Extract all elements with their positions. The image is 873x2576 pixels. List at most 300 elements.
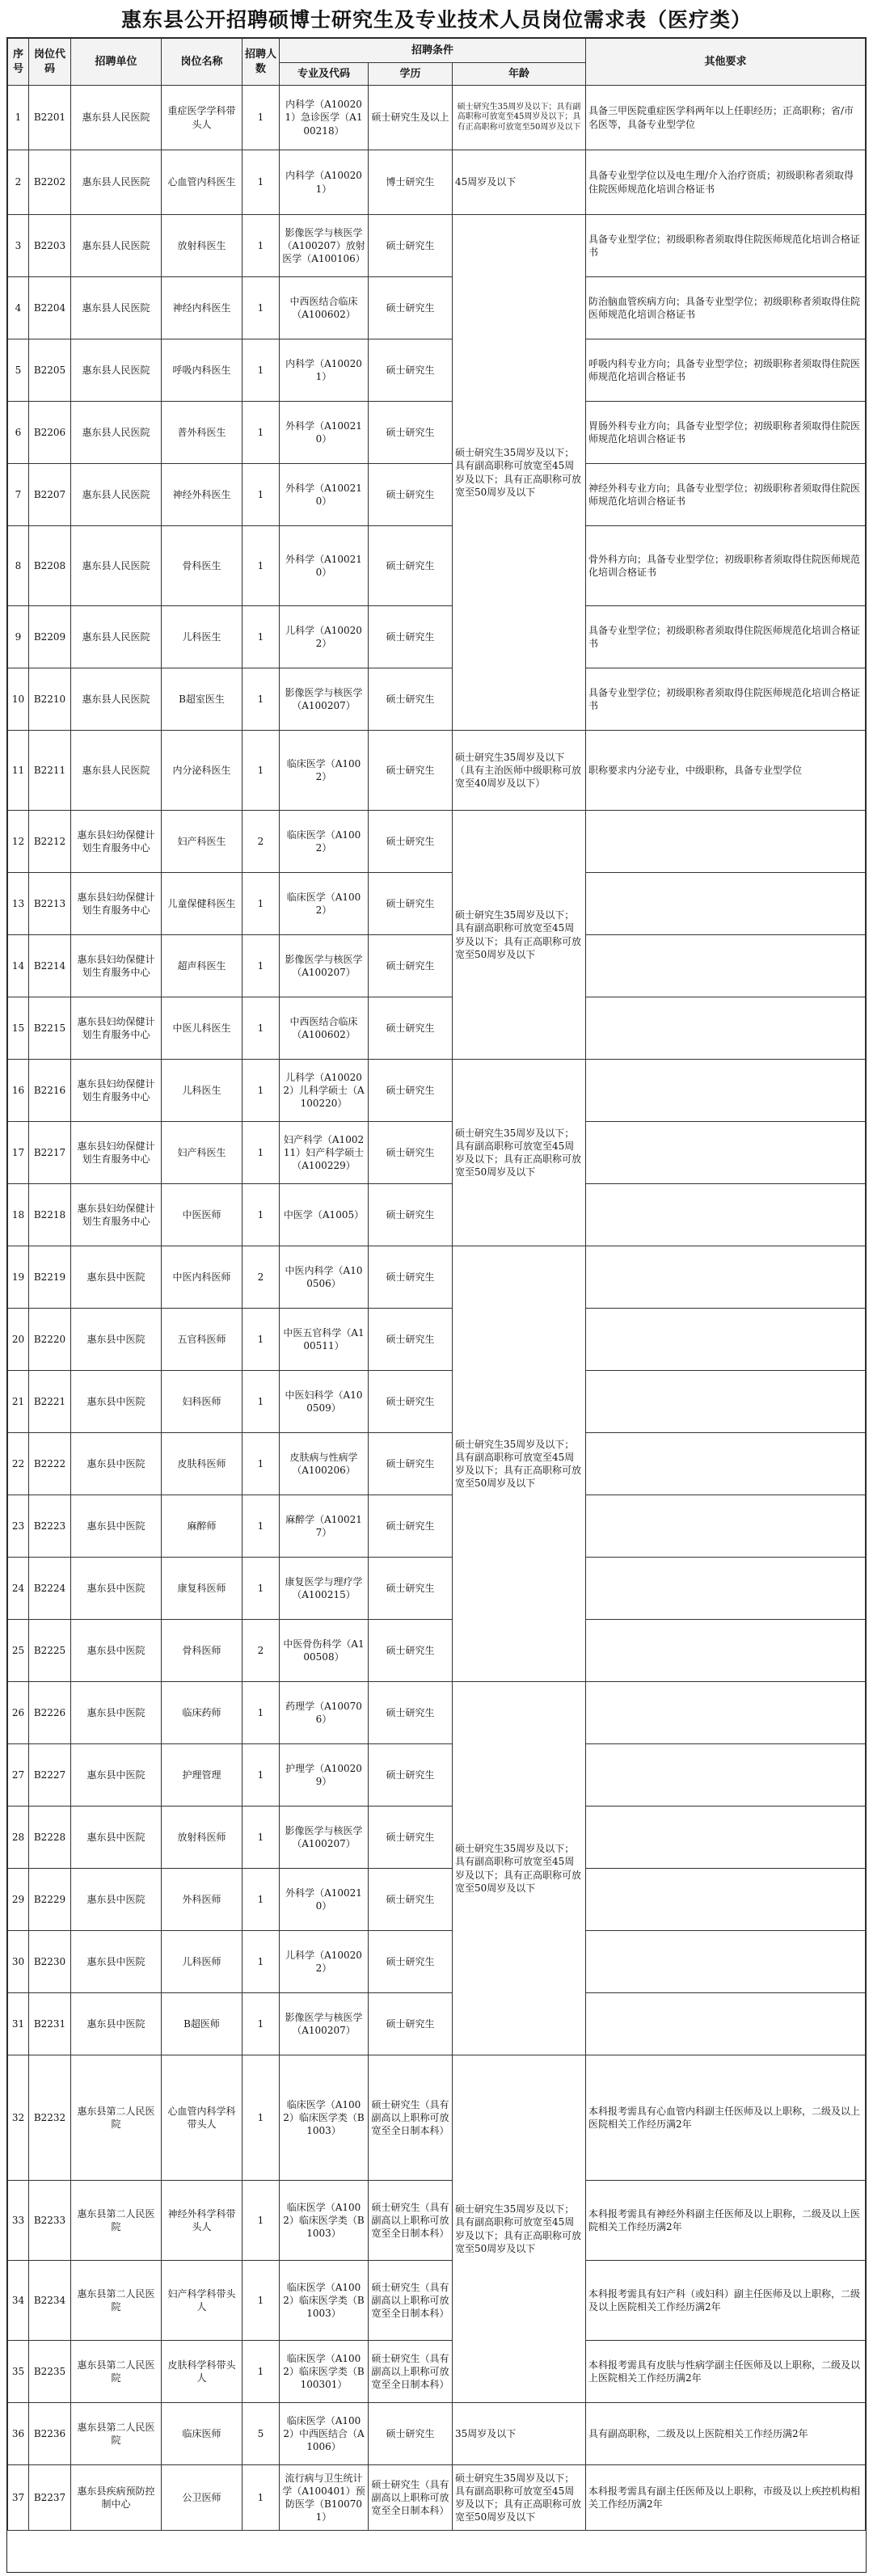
recruitment-table-frame: [6, 37, 867, 2573]
cell-code: B2213: [29, 873, 71, 935]
cell-other: 具有副高职称，二级及以上医院相关工作经历满2年: [586, 2403, 866, 2465]
cell-other: [586, 1433, 866, 1495]
cell-other: 具备专业型学位；初级职称者须取得住院医师规范化培训合格证书: [586, 215, 866, 277]
header-edu: 学历: [369, 63, 453, 86]
cell-post: 临床药师: [162, 1682, 242, 1744]
cell-unit: 惠东县妇幼保健计划生育服务中心: [71, 1122, 162, 1184]
cell-major: 麻醉学（A100217）: [280, 1495, 369, 1558]
cell-other: [586, 935, 866, 997]
cell-unit: 惠东县人民医院: [71, 526, 162, 606]
cell-code: B2237: [29, 2465, 71, 2531]
cell-other: [586, 1682, 866, 1744]
cell-unit: 惠东县中医院: [71, 1246, 162, 1309]
cell-code: B2205: [29, 339, 71, 402]
cell-unit: 惠东县人民医院: [71, 668, 162, 731]
cell-major: 中医妇科学（A100509）: [280, 1371, 369, 1433]
cell-other: 具备专业型学位；初级职称者须取得住院医师规范化培训合格证书: [586, 606, 866, 668]
header-other: 其他要求: [586, 39, 866, 86]
cell-edu: 硕士研究生: [369, 873, 453, 935]
cell-edu: 硕士研究生: [369, 1744, 453, 1807]
cell-edu: 硕士研究生（具有副高以上职称可放宽至全日制本科）: [369, 2341, 453, 2403]
cell-other: 职称要求内分泌专业，中级职称，具备专业型学位: [586, 731, 866, 811]
cell-count: 1: [242, 2341, 280, 2403]
cell-seq: 30: [8, 1931, 29, 1993]
cell-unit: 惠东县人民医院: [71, 606, 162, 668]
table-row: [8, 526, 866, 606]
cell-code: B2228: [29, 1807, 71, 1869]
cell-other: 神经外科专业方向；具备专业型学位；初级职称者须取得住院医师规范化培训合格证书: [586, 464, 866, 526]
cell-post: B超医师: [162, 1993, 242, 2055]
cell-post: 妇产科学科带头人: [162, 2261, 242, 2341]
cell-code: B2225: [29, 1620, 71, 1682]
cell-age: 35周岁及以下: [453, 2403, 586, 2465]
cell-unit: 惠东县人民医院: [71, 150, 162, 215]
cell-code: B2231: [29, 1993, 71, 2055]
table-row: [8, 1060, 866, 1122]
cell-post: 神经外科医生: [162, 464, 242, 526]
cell-code: B2221: [29, 1371, 71, 1433]
cell-major: 临床医学（A1002）: [280, 811, 369, 873]
cell-other: 防治脑血管疾病方向；具备专业型学位；初级职称者须取得住院医师规范化培训合格证书: [586, 277, 866, 339]
table-row: [8, 2261, 866, 2341]
cell-count: 1: [242, 873, 280, 935]
cell-post: 神经外科学科带头人: [162, 2181, 242, 2261]
cell-age: 硕士研究生35周岁及以下；具有副高职称可放宽至45周岁及以下；具有正高职称可放宽至50周岁及以下: [453, 2465, 586, 2531]
cell-major: 影像医学与核医学（A100207）: [280, 1807, 369, 1869]
table-row: [8, 1309, 866, 1371]
cell-other: 本科报考需具有神经外科副主任医师及以上职称，二级及以上医院相关工作经历满2年: [586, 2181, 866, 2261]
cell-major: 妇产科学（A100211）妇产科学硕士（A100229）: [280, 1122, 369, 1184]
cell-other: 骨外科方向；具备专业型学位；初级职称者须取得住院医师规范化培训合格证书: [586, 526, 866, 606]
cell-seq: 9: [8, 606, 29, 668]
cell-count: 1: [242, 1682, 280, 1744]
cell-code: B2235: [29, 2341, 71, 2403]
cell-age: 硕士研究生35周岁及以下（具有主治医师中级职称可放宽至40周岁及以下）: [453, 731, 586, 811]
cell-post: 康复科医师: [162, 1558, 242, 1620]
cell-edu: 硕士研究生: [369, 277, 453, 339]
table-row: [8, 86, 866, 150]
page-title: 惠东县公开招聘硕博士研究生及专业技术人员岗位需求表（医疗类）: [120, 8, 752, 32]
cell-post: 内分泌科医生: [162, 731, 242, 811]
cell-count: 1: [242, 526, 280, 606]
cell-code: B2232: [29, 2055, 71, 2181]
cell-count: 1: [242, 215, 280, 277]
cell-age-merged: 硕士研究生35周岁及以下；具有副高职称可放宽至45周岁及以下；具有正高职称可放宽至50周岁及以下: [453, 1060, 586, 1246]
cell-post: 护理管理: [162, 1744, 242, 1807]
cell-other: [586, 1558, 866, 1620]
table-row: [8, 1122, 866, 1184]
table-row: [8, 1184, 866, 1246]
cell-major: 临床医学（A1002）临床医学类（B100301）: [280, 2341, 369, 2403]
cell-seq: 2: [8, 150, 29, 215]
cell-major: 影像医学与核医学（A100207）放射医学（A100106）: [280, 215, 369, 277]
cell-seq: 12: [8, 811, 29, 873]
cell-major: 外科学（A100210）: [280, 1869, 369, 1931]
cell-post: 神经内科医生: [162, 277, 242, 339]
cell-seq: 13: [8, 873, 29, 935]
cell-count: 1: [242, 1371, 280, 1433]
cell-unit: 惠东县中医院: [71, 1309, 162, 1371]
table-row: [8, 2465, 866, 2531]
cell-unit: 惠东县中医院: [71, 1931, 162, 1993]
cell-count: 1: [242, 1122, 280, 1184]
table-row: [8, 2055, 866, 2181]
cell-seq: 16: [8, 1060, 29, 1122]
cell-age-merged: 硕士研究生35周岁及以下；具有副高职称可放宽至45周岁及以下；具有正高职称可放宽至50周岁及以下: [453, 1246, 586, 1682]
cell-unit: 惠东县妇幼保健计划生育服务中心: [71, 1184, 162, 1246]
cell-major: 外科学（A100210）: [280, 526, 369, 606]
cell-major: 护理学（A100209）: [280, 1744, 369, 1807]
header-count: 招聘人数: [242, 39, 280, 86]
cell-post: 妇产科医生: [162, 1122, 242, 1184]
cell-edu: 硕士研究生: [369, 1309, 453, 1371]
cell-post: 麻醉师: [162, 1495, 242, 1558]
cell-seq: 10: [8, 668, 29, 731]
header-seq: 序号: [8, 39, 29, 86]
cell-unit: 惠东县人民医院: [71, 464, 162, 526]
cell-seq: 3: [8, 215, 29, 277]
cell-edu: 硕士研究生: [369, 1993, 453, 2055]
cell-count: 1: [242, 1309, 280, 1371]
cell-count: 1: [242, 1869, 280, 1931]
table-row: [8, 215, 866, 277]
cell-edu: 硕士研究生: [369, 526, 453, 606]
table-row: [8, 1495, 866, 1558]
table-row: [8, 997, 866, 1060]
cell-code: B2214: [29, 935, 71, 997]
cell-unit: 惠东县中医院: [71, 1495, 162, 1558]
cell-post: 妇产科医生: [162, 811, 242, 873]
cell-code: B2229: [29, 1869, 71, 1931]
table-row: [8, 1371, 866, 1433]
cell-edu: 硕士研究生（具有副高以上职称可放宽至全日制本科）: [369, 2465, 453, 2531]
table-row: [8, 1433, 866, 1495]
cell-count: 1: [242, 339, 280, 402]
cell-unit: 惠东县人民医院: [71, 86, 162, 150]
cell-other: [586, 1931, 866, 1993]
cell-edu: 硕士研究生: [369, 1122, 453, 1184]
cell-unit: 惠东县人民医院: [71, 215, 162, 277]
cell-edu: 硕士研究生: [369, 1246, 453, 1309]
cell-edu: 硕士研究生: [369, 935, 453, 997]
cell-code: B2234: [29, 2261, 71, 2341]
cell-other: [586, 1309, 866, 1371]
cell-post: 超声科医生: [162, 935, 242, 997]
table-row: [8, 606, 866, 668]
cell-count: 1: [242, 277, 280, 339]
table-row: [8, 1246, 866, 1309]
cell-other: [586, 1807, 866, 1869]
cell-unit: 惠东县第二人民医院: [71, 2261, 162, 2341]
cell-code: B2224: [29, 1558, 71, 1620]
cell-unit: 惠东县人民医院: [71, 402, 162, 464]
cell-seq: 15: [8, 997, 29, 1060]
cell-unit: 惠东县妇幼保健计划生育服务中心: [71, 811, 162, 873]
cell-other: 具备三甲医院重症医学科两年以上任职经历；正高职称；省/市名医等，具备专业型学位: [586, 86, 866, 150]
cell-edu: 硕士研究生: [369, 668, 453, 731]
cell-count: 2: [242, 1246, 280, 1309]
cell-unit: 惠东县妇幼保健计划生育服务中心: [71, 997, 162, 1060]
cell-count: 1: [242, 464, 280, 526]
table-row: [8, 668, 866, 731]
cell-seq: 32: [8, 2055, 29, 2181]
cell-major: 中医五官科学（A100511）: [280, 1309, 369, 1371]
cell-seq: 28: [8, 1807, 29, 1869]
cell-count: 1: [242, 1931, 280, 1993]
cell-seq: 11: [8, 731, 29, 811]
cell-edu: 硕士研究生（具有副高以上职称可放宽至全日制本科）: [369, 2181, 453, 2261]
cell-unit: 惠东县中医院: [71, 1807, 162, 1869]
cell-seq: 24: [8, 1558, 29, 1620]
cell-edu: 硕士研究生: [369, 464, 453, 526]
cell-code: B2227: [29, 1744, 71, 1807]
cell-post: 妇科医师: [162, 1371, 242, 1433]
cell-age-merged: 硕士研究生35周岁及以下；具有副高职称可放宽至45周岁及以下；具有正高职称可放宽至50周岁及以下: [453, 1682, 586, 2055]
cell-major: 药理学（A100706）: [280, 1682, 369, 1744]
cell-major: 临床医学（A1002）: [280, 731, 369, 811]
cell-other: [586, 1184, 866, 1246]
cell-major: 中西医结合临床（A100602）: [280, 997, 369, 1060]
cell-post: 心血管内科学科带头人: [162, 2055, 242, 2181]
cell-count: 1: [242, 1433, 280, 1495]
cell-seq: 17: [8, 1122, 29, 1184]
cell-code: B2219: [29, 1246, 71, 1309]
cell-other: [586, 1993, 866, 2055]
cell-post: 皮肤科学科带头人: [162, 2341, 242, 2403]
cell-post: 呼吸内科医生: [162, 339, 242, 402]
cell-code: B2212: [29, 811, 71, 873]
cell-other: 具备专业型学位；初级职称者须取得住院医师规范化培训合格证书: [586, 668, 866, 731]
cell-code: B2206: [29, 402, 71, 464]
cell-code: B2215: [29, 997, 71, 1060]
cell-edu: 硕士研究生: [369, 402, 453, 464]
cell-seq: 20: [8, 1309, 29, 1371]
cell-count: 1: [242, 1744, 280, 1807]
cell-other: 本科报考需具有心血管内科副主任医师及以上职称，二级及以上医院相关工作经历满2年: [586, 2055, 866, 2181]
cell-unit: 惠东县中医院: [71, 1869, 162, 1931]
cell-edu: 硕士研究生: [369, 339, 453, 402]
cell-code: B2211: [29, 731, 71, 811]
cell-post: 儿科医师: [162, 1931, 242, 1993]
cell-edu: 硕士研究生: [369, 1433, 453, 1495]
cell-post: 儿科医生: [162, 1060, 242, 1122]
cell-count: 1: [242, 402, 280, 464]
cell-code: B2204: [29, 277, 71, 339]
cell-major: 内科学（A100201）: [280, 150, 369, 215]
cell-major: 内科学（A100201）: [280, 339, 369, 402]
cell-major: 儿科学（A100202）儿科学硕士（A100220）: [280, 1060, 369, 1122]
cell-code: B2236: [29, 2403, 71, 2465]
header-post: 岗位名称: [162, 39, 242, 86]
cell-major: 影像医学与核医学（A100207）: [280, 1993, 369, 2055]
cell-count: 1: [242, 150, 280, 215]
cell-major: 影像医学与核医学（A100207）: [280, 668, 369, 731]
table-row: [8, 1869, 866, 1931]
cell-post: 中医内科医师: [162, 1246, 242, 1309]
cell-edu: 硕士研究生: [369, 215, 453, 277]
table-row: [8, 464, 866, 526]
cell-edu: 硕士研究生: [369, 1682, 453, 1744]
cell-edu: 硕士研究生: [369, 1184, 453, 1246]
table-row: [8, 1558, 866, 1620]
cell-seq: 23: [8, 1495, 29, 1558]
table-row: [8, 1620, 866, 1682]
header-unit: 招聘单位: [71, 39, 162, 86]
cell-code: B2202: [29, 150, 71, 215]
cell-code: B2203: [29, 215, 71, 277]
cell-seq: 5: [8, 339, 29, 402]
table-row: [8, 2403, 866, 2465]
header-code: 岗位代码: [29, 39, 71, 86]
cell-edu: 硕士研究生（具有副高以上职称可放宽至全日制本科）: [369, 2261, 453, 2341]
cell-major: 康复医学与理疗学（A100215）: [280, 1558, 369, 1620]
cell-unit: 惠东县中医院: [71, 1620, 162, 1682]
table-row: [8, 402, 866, 464]
cell-code: B2233: [29, 2181, 71, 2261]
cell-seq: 14: [8, 935, 29, 997]
cell-seq: 25: [8, 1620, 29, 1682]
cell-major: 中医内科学（A100506）: [280, 1246, 369, 1309]
cell-major: 中西医结合临床（A100602）: [280, 277, 369, 339]
cell-seq: 34: [8, 2261, 29, 2341]
cell-unit: 惠东县疾病预防控制中心: [71, 2465, 162, 2531]
table-row: [8, 1993, 866, 2055]
cell-post: 儿科医生: [162, 606, 242, 668]
cell-code: B2209: [29, 606, 71, 668]
cell-count: 1: [242, 731, 280, 811]
cell-code: B2226: [29, 1682, 71, 1744]
cell-major: 流行病与卫生统计学（A100401）预防医学（B100701）: [280, 2465, 369, 2531]
cell-code: B2210: [29, 668, 71, 731]
cell-post: 骨科医生: [162, 526, 242, 606]
recruitment-table: [7, 38, 866, 2531]
cell-post: 放射科医师: [162, 1807, 242, 1869]
header-row-1: [8, 39, 866, 63]
table-row: [8, 339, 866, 402]
cell-edu: 硕士研究生: [369, 1931, 453, 1993]
cell-edu: 硕士研究生（具有副高以上职称可放宽至全日制本科）: [369, 2055, 453, 2181]
cell-seq: 33: [8, 2181, 29, 2261]
cell-seq: 18: [8, 1184, 29, 1246]
cell-unit: 惠东县第二人民医院: [71, 2055, 162, 2181]
cell-post: 骨科医师: [162, 1620, 242, 1682]
cell-other: [586, 997, 866, 1060]
cell-other: [586, 873, 866, 935]
table-row: [8, 277, 866, 339]
cell-major: 儿科学（A100202）: [280, 606, 369, 668]
cell-post: 临床医师: [162, 2403, 242, 2465]
cell-seq: 7: [8, 464, 29, 526]
header-major: 专业及代码: [280, 63, 369, 86]
cell-other: [586, 1620, 866, 1682]
cell-seq: 29: [8, 1869, 29, 1931]
cell-code: B2217: [29, 1122, 71, 1184]
cell-other: [586, 1122, 866, 1184]
cell-seq: 22: [8, 1433, 29, 1495]
cell-unit: 惠东县第二人民医院: [71, 2403, 162, 2465]
cell-unit: 惠东县第二人民医院: [71, 2341, 162, 2403]
cell-edu: 硕士研究生: [369, 1495, 453, 1558]
cell-post: 中医医师: [162, 1184, 242, 1246]
cell-count: 1: [242, 935, 280, 997]
cell-seq: 1: [8, 86, 29, 150]
cell-code: B2222: [29, 1433, 71, 1495]
cell-count: 1: [242, 606, 280, 668]
cell-post: 放射科医生: [162, 215, 242, 277]
table-row: [8, 1807, 866, 1869]
cell-other: 本科报考需具有妇产科（或妇科）副主任医师及以上职称，二级及以上医院相关工作经历满2年: [586, 2261, 866, 2341]
cell-count: 1: [242, 668, 280, 731]
cell-age: 45周岁及以下: [453, 150, 586, 215]
cell-seq: 31: [8, 1993, 29, 2055]
cell-major: 临床医学（A1002）临床医学类（B1003）: [280, 2261, 369, 2341]
cell-major: 内科学（A100201）急诊医学（A100218）: [280, 86, 369, 150]
table-row: [8, 1682, 866, 1744]
cell-unit: 惠东县第二人民医院: [71, 2181, 162, 2261]
cell-code: B2216: [29, 1060, 71, 1122]
cell-post: B超室医生: [162, 668, 242, 731]
cell-seq: 21: [8, 1371, 29, 1433]
cell-age-merged: 硕士研究生35周岁及以下；具有副高职称可放宽至45周岁及以下；具有正高职称可放宽至50周岁及以下: [453, 811, 586, 1060]
cell-unit: 惠东县中医院: [71, 1558, 162, 1620]
table-row: [8, 811, 866, 873]
cell-edu: 硕士研究生: [369, 1558, 453, 1620]
cell-seq: 26: [8, 1682, 29, 1744]
cell-count: 1: [242, 1558, 280, 1620]
cell-other: 胃肠外科专业方向；具备专业型学位；初级职称者须取得住院医师规范化培训合格证书: [586, 402, 866, 464]
cell-count: 1: [242, 2261, 280, 2341]
cell-major: 中医学（A1005）: [280, 1184, 369, 1246]
cell-other: [586, 1495, 866, 1558]
cell-post: 儿童保健科医生: [162, 873, 242, 935]
cell-major: 临床医学（A1002）: [280, 873, 369, 935]
cell-code: B2207: [29, 464, 71, 526]
cell-code: B2218: [29, 1184, 71, 1246]
cell-other: [586, 1060, 866, 1122]
cell-code: B2201: [29, 86, 71, 150]
cell-other: [586, 811, 866, 873]
cell-seq: 35: [8, 2341, 29, 2403]
cell-unit: 惠东县妇幼保健计划生育服务中心: [71, 1060, 162, 1122]
cell-post: 皮肤科医师: [162, 1433, 242, 1495]
cell-count: 1: [242, 997, 280, 1060]
cell-count: 1: [242, 1495, 280, 1558]
cell-seq: 36: [8, 2403, 29, 2465]
cell-unit: 惠东县妇幼保健计划生育服务中心: [71, 935, 162, 997]
cell-edu: 硕士研究生: [369, 731, 453, 811]
cell-major: 外科学（A100210）: [280, 464, 369, 526]
cell-seq: 37: [8, 2465, 29, 2531]
cell-code: B2208: [29, 526, 71, 606]
cell-seq: 6: [8, 402, 29, 464]
cell-major: 临床医学（A1002）中西医结合（A1006）: [280, 2403, 369, 2465]
cell-unit: 惠东县妇幼保健计划生育服务中心: [71, 873, 162, 935]
cell-edu: 硕士研究生: [369, 811, 453, 873]
header-conditions: 招聘条件: [280, 39, 586, 63]
table-row: [8, 935, 866, 997]
cell-count: 2: [242, 811, 280, 873]
cell-code: B2220: [29, 1309, 71, 1371]
cell-count: 1: [242, 1993, 280, 2055]
cell-post: 公卫医师: [162, 2465, 242, 2531]
cell-major: 临床医学（A1002）临床医学类（B1003）: [280, 2181, 369, 2261]
cell-post: 心血管内科医生: [162, 150, 242, 215]
cell-edu: 硕士研究生及以上: [369, 86, 453, 150]
cell-count: 2: [242, 1620, 280, 1682]
cell-unit: 惠东县人民医院: [71, 731, 162, 811]
cell-post: 外科医师: [162, 1869, 242, 1931]
cell-edu: 硕士研究生: [369, 1807, 453, 1869]
